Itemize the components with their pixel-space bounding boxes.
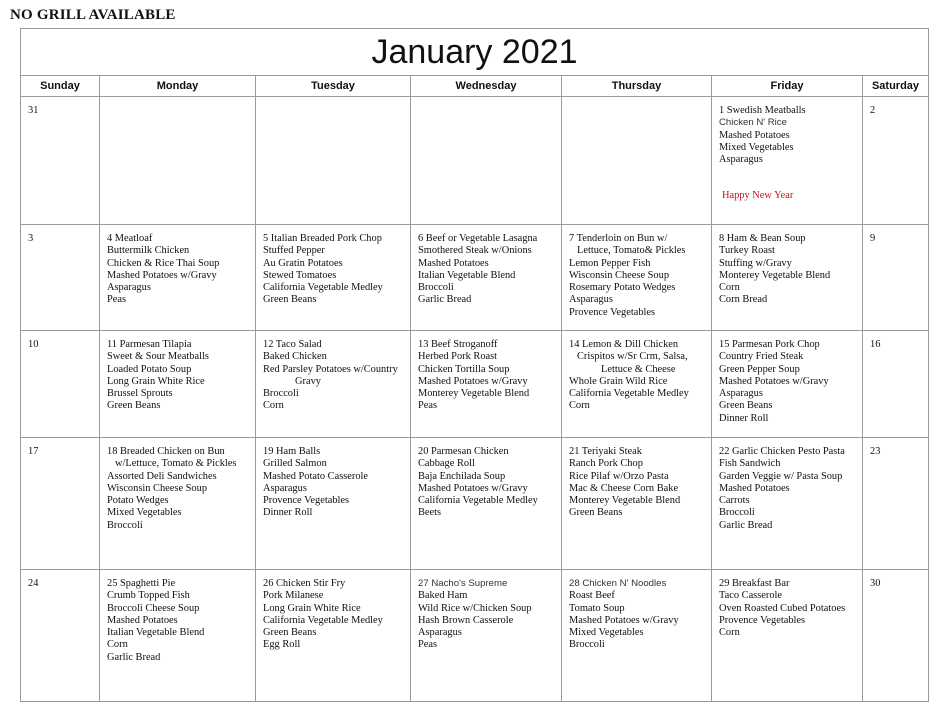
menu-item: Cabbage Roll [418, 458, 475, 470]
day-cell-wednesday [411, 438, 562, 570]
menu-item: Green Beans [569, 507, 623, 519]
day-cell-tuesday [256, 97, 411, 225]
menu-item: Monterey Vegetable Blend [719, 269, 831, 281]
day-cell-sunday [21, 331, 100, 438]
menu-item: Chicken N' Rice [719, 117, 787, 129]
menu-item: Sweet & Sour Meatballs [107, 351, 209, 363]
day-cell-sunday [21, 570, 100, 702]
menu-day-entry: 26 Chicken Stir Fry [263, 578, 346, 589]
menu-item: Au Gratin Potatoes [263, 257, 343, 269]
menu-item: Mashed Potatoes [719, 482, 790, 494]
menu-item: Baked Chicken [263, 351, 327, 363]
day-cell-tuesday [256, 225, 411, 331]
menu-item: California Vegetable Medley [263, 614, 383, 626]
menu-day-entry: 20 Parmesan Chicken [418, 446, 509, 457]
calendar-title: January 2021 [21, 29, 929, 76]
menu-item: Mashed Potatoes w/Gravy [719, 375, 829, 387]
day-number: 31 [28, 105, 39, 116]
day-cell-saturday [863, 97, 929, 225]
week-row [21, 438, 929, 570]
menu-item: Assorted Deli Sandwiches [107, 470, 217, 482]
menu-item: Broccoli [263, 388, 299, 400]
menu-day-entry: 4 Meatloaf [107, 233, 153, 244]
day-cell-wednesday [411, 570, 562, 702]
menu-item: Egg Roll [263, 639, 301, 651]
menu-item: Corn Bread [719, 294, 768, 306]
day-cell-friday [712, 438, 863, 570]
menu-item: Green Beans [107, 400, 161, 412]
menu-item: Whole Grain Wild Rice [569, 375, 668, 387]
day-cell-sunday [21, 438, 100, 570]
day-cell-sunday [21, 225, 100, 331]
day-number: 24 [28, 578, 39, 589]
menu-item: Loaded Potato Soup [107, 363, 192, 375]
menu-day-entry: 19 Ham Balls [263, 446, 321, 457]
menu-item: Asparagus [569, 294, 613, 306]
menu-item: Asparagus [719, 388, 763, 400]
menu-item: Gravy [295, 375, 321, 387]
day-cell-saturday [863, 331, 929, 438]
menu-item: Stuffed Pepper [263, 245, 325, 257]
menu-item: Hash Brown Casserole [418, 614, 514, 626]
day-number: 17 [28, 446, 39, 457]
menu-item: Potato Wedges [107, 495, 169, 507]
menu-item: Mashed Potatoes [107, 614, 178, 626]
menu-item: Stewed Tomatoes [263, 269, 337, 281]
menu-item: Wisconsin Cheese Soup [107, 482, 208, 494]
menu-item: Red Parsley Potatoes w/Country [263, 363, 398, 375]
week-row [21, 570, 929, 702]
day-cell-saturday [863, 438, 929, 570]
day-cell-tuesday [256, 331, 411, 438]
day-number: 23 [870, 446, 881, 457]
day-cell-friday [712, 97, 863, 225]
day-cell-sunday [21, 97, 100, 225]
menu-item: Long Grain White Rice [263, 602, 361, 614]
menu-day-entry: 7 Tenderloin on Bun w/ [569, 233, 668, 244]
holiday-note: Happy New Year [722, 190, 794, 202]
menu-item: Asparagus [418, 627, 462, 639]
day-cell-friday [712, 570, 863, 702]
menu-item: Herbed Pork Roast [418, 351, 498, 363]
menu-day-entry: 15 Parmesan Pork Chop [719, 339, 820, 350]
menu-item: Green Beans [263, 294, 317, 306]
menu-day-entry: 18 Breaded Chicken on Bun [107, 446, 225, 457]
menu-item: Corn [719, 282, 740, 294]
menu-item: Corn [569, 400, 590, 412]
weekday-header: Monday [100, 76, 256, 97]
menu-item: Broccoli [569, 639, 605, 651]
menu-item: Chicken & Rice Thai Soup [107, 257, 220, 269]
weekday-header: Tuesday [256, 76, 411, 97]
menu-item: Baked Ham [418, 590, 468, 602]
menu-day-entry: 11 Parmesan Tilapia [107, 339, 192, 350]
menu-item: Lettuce, Tomato& Pickles [577, 245, 686, 257]
menu-item: Lettuce & Cheese [601, 363, 676, 375]
day-cell-thursday [562, 225, 712, 331]
day-cell-friday [712, 225, 863, 331]
day-number: 30 [870, 578, 881, 589]
menu-item: Baja Enchilada Soup [418, 470, 506, 482]
menu-day-entry: 27 Nacho's Supreme [418, 578, 508, 589]
menu-item: Corn [107, 639, 128, 651]
weekday-header-row [21, 76, 929, 97]
menu-day-entry: 28 Chicken N' Noodles [569, 578, 667, 589]
menu-item: Monterey Vegetable Blend [418, 388, 530, 400]
menu-item: Fish Sandwich [719, 458, 781, 470]
day-cell-monday [100, 570, 256, 702]
day-cell-monday [100, 225, 256, 331]
menu-item: Asparagus [263, 482, 307, 494]
day-cell-tuesday [256, 438, 411, 570]
menu-item: Broccoli [107, 519, 143, 531]
menu-item: Brussel Sprouts [107, 388, 173, 400]
menu-item: Rosemary Potato Wedges [569, 282, 676, 294]
menu-item: Tomato Soup [569, 602, 625, 614]
menu-item: Green Pepper Soup [719, 363, 800, 375]
menu-item: Country Fried Steak [719, 351, 804, 363]
day-cell-thursday [562, 570, 712, 702]
menu-item: Mashed Potatoes [418, 257, 489, 269]
menu-item: Mixed Vegetables [107, 507, 182, 519]
menu-item: Lemon Pepper Fish [569, 257, 651, 269]
menu-item: Italian Vegetable Blend [107, 627, 205, 639]
weekday-header: Wednesday [411, 76, 562, 97]
weekday-header: Thursday [562, 76, 712, 97]
menu-item: Garlic Bread [719, 519, 773, 531]
day-cell-wednesday [411, 331, 562, 438]
menu-item: Garlic Bread [418, 294, 472, 306]
menu-item: Provence Vegetables [263, 495, 350, 507]
menu-item: California Vegetable Medley [569, 388, 689, 400]
day-cell-tuesday [256, 570, 411, 702]
menu-item: Garlic Bread [107, 651, 161, 663]
no-grill-notice: NO GRILL AVAILABLE [10, 7, 176, 23]
menu-item: Mixed Vegetables [569, 627, 644, 639]
menu-item: Monterey Vegetable Blend [569, 495, 681, 507]
menu-day-entry: 8 Ham & Bean Soup [719, 233, 806, 244]
week-row [21, 97, 929, 225]
menu-item: Peas [418, 400, 438, 412]
menu-item: Broccoli Cheese Soup [107, 602, 200, 614]
menu-item: Green Beans [719, 400, 773, 412]
menu-item: Beets [418, 507, 442, 519]
menu-item: Garden Veggie w/ Pasta Soup [719, 470, 843, 482]
menu-day-entry: 25 Spaghetti Pie [107, 578, 176, 589]
day-cell-thursday [562, 438, 712, 570]
day-cell-wednesday [411, 97, 562, 225]
week-row [21, 225, 929, 331]
menu-item: Mixed Vegetables [719, 141, 794, 153]
day-number: 2 [870, 105, 876, 116]
menu-item: California Vegetable Medley [263, 282, 383, 294]
day-cell-thursday [562, 331, 712, 438]
day-cell-saturday [863, 225, 929, 331]
menu-item: Dinner Roll [719, 412, 769, 424]
menu-item: Oven Roasted Cubed Potatoes [719, 602, 846, 614]
menu-item: Asparagus [719, 154, 763, 166]
day-number: 9 [870, 233, 876, 244]
menu-item: Buttermilk Chicken [107, 245, 190, 257]
menu-day-entry: 5 Italian Breaded Pork Chop [263, 233, 382, 244]
menu-item: Long Grain White Rice [107, 375, 205, 387]
menu-day-entry: 12 Taco Salad [263, 339, 322, 350]
menu-item: Crumb Topped Fish [107, 590, 190, 602]
day-number: 10 [28, 339, 39, 350]
menu-item: Provence Vegetables [719, 614, 806, 626]
menu-item: Carrots [719, 495, 750, 507]
day-cell-monday [100, 438, 256, 570]
week-row [21, 331, 929, 438]
menu-item: California Vegetable Medley [418, 495, 538, 507]
menu-item: Rice Pilaf w/Orzo Pasta [569, 470, 669, 482]
menu-day-entry: 14 Lemon & Dill Chicken [569, 339, 679, 350]
day-cell-thursday [562, 97, 712, 225]
menu-item: Mashed Potatoes w/Gravy [418, 375, 528, 387]
menu-item: Grilled Salmon [263, 458, 327, 470]
day-number: 16 [870, 339, 881, 350]
menu-item: Ranch Pork Chop [569, 458, 643, 470]
menu-item: Mashed Potato Casserole [263, 470, 369, 482]
menu-day-entry: 22 Garlic Chicken Pesto Pasta [719, 446, 845, 457]
menu-item: Peas [418, 639, 438, 651]
menu-item: Mashed Potatoes w/Gravy [569, 614, 679, 626]
menu-item: w/Lettuce, Tomato & Pickles [115, 458, 237, 470]
menu-item: Corn [263, 400, 284, 412]
menu-item: Provence Vegetables [569, 306, 656, 318]
menu-calendar [20, 28, 929, 702]
menu-day-entry: 1 Swedish Meatballs [719, 105, 806, 116]
day-cell-monday [100, 331, 256, 438]
menu-item: Broccoli [418, 282, 454, 294]
menu-item: Asparagus [107, 282, 151, 294]
menu-day-entry: 6 Beef or Vegetable Lasagna [418, 233, 538, 244]
day-number: 3 [28, 233, 34, 244]
menu-item: Mac & Cheese Corn Bake [569, 482, 679, 494]
weekday-header: Friday [712, 76, 863, 97]
day-cell-friday [712, 331, 863, 438]
menu-item: Roast Beef [569, 590, 615, 602]
day-cell-monday [100, 97, 256, 225]
menu-day-entry: 29 Breakfast Bar [719, 578, 790, 589]
menu-item: Turkey Roast [719, 245, 775, 257]
menu-item: Mashed Potatoes w/Gravy [107, 269, 217, 281]
menu-item: Dinner Roll [263, 507, 313, 519]
menu-item: Green Beans [263, 627, 317, 639]
menu-item: Wild Rice w/Chicken Soup [418, 602, 532, 614]
menu-item: Mashed Potatoes w/Gravy [418, 482, 528, 494]
day-cell-wednesday [411, 225, 562, 331]
menu-item: Italian Vegetable Blend [418, 269, 516, 281]
menu-item: Peas [107, 294, 127, 306]
menu-item: Pork Milanese [263, 590, 324, 602]
weekday-header: Saturday [863, 76, 929, 97]
menu-item: Smothered Steak w/Onions [418, 245, 532, 257]
menu-item: Corn [719, 627, 740, 639]
menu-item: Mashed Potatoes [719, 129, 790, 141]
weekday-header: Sunday [21, 76, 100, 97]
day-cell-saturday [863, 570, 929, 702]
menu-item: Taco Casserole [719, 590, 783, 602]
menu-item: Stuffing w/Gravy [719, 257, 792, 269]
menu-item: Crispitos w/Sr Crm, Salsa, [577, 351, 688, 363]
menu-item: Wisconsin Cheese Soup [569, 269, 670, 281]
menu-item: Chicken Tortilla Soup [418, 363, 510, 375]
menu-day-entry: 21 Teriyaki Steak [569, 446, 642, 457]
menu-day-entry: 13 Beef Stroganoff [418, 339, 498, 350]
menu-item: Broccoli [719, 507, 755, 519]
